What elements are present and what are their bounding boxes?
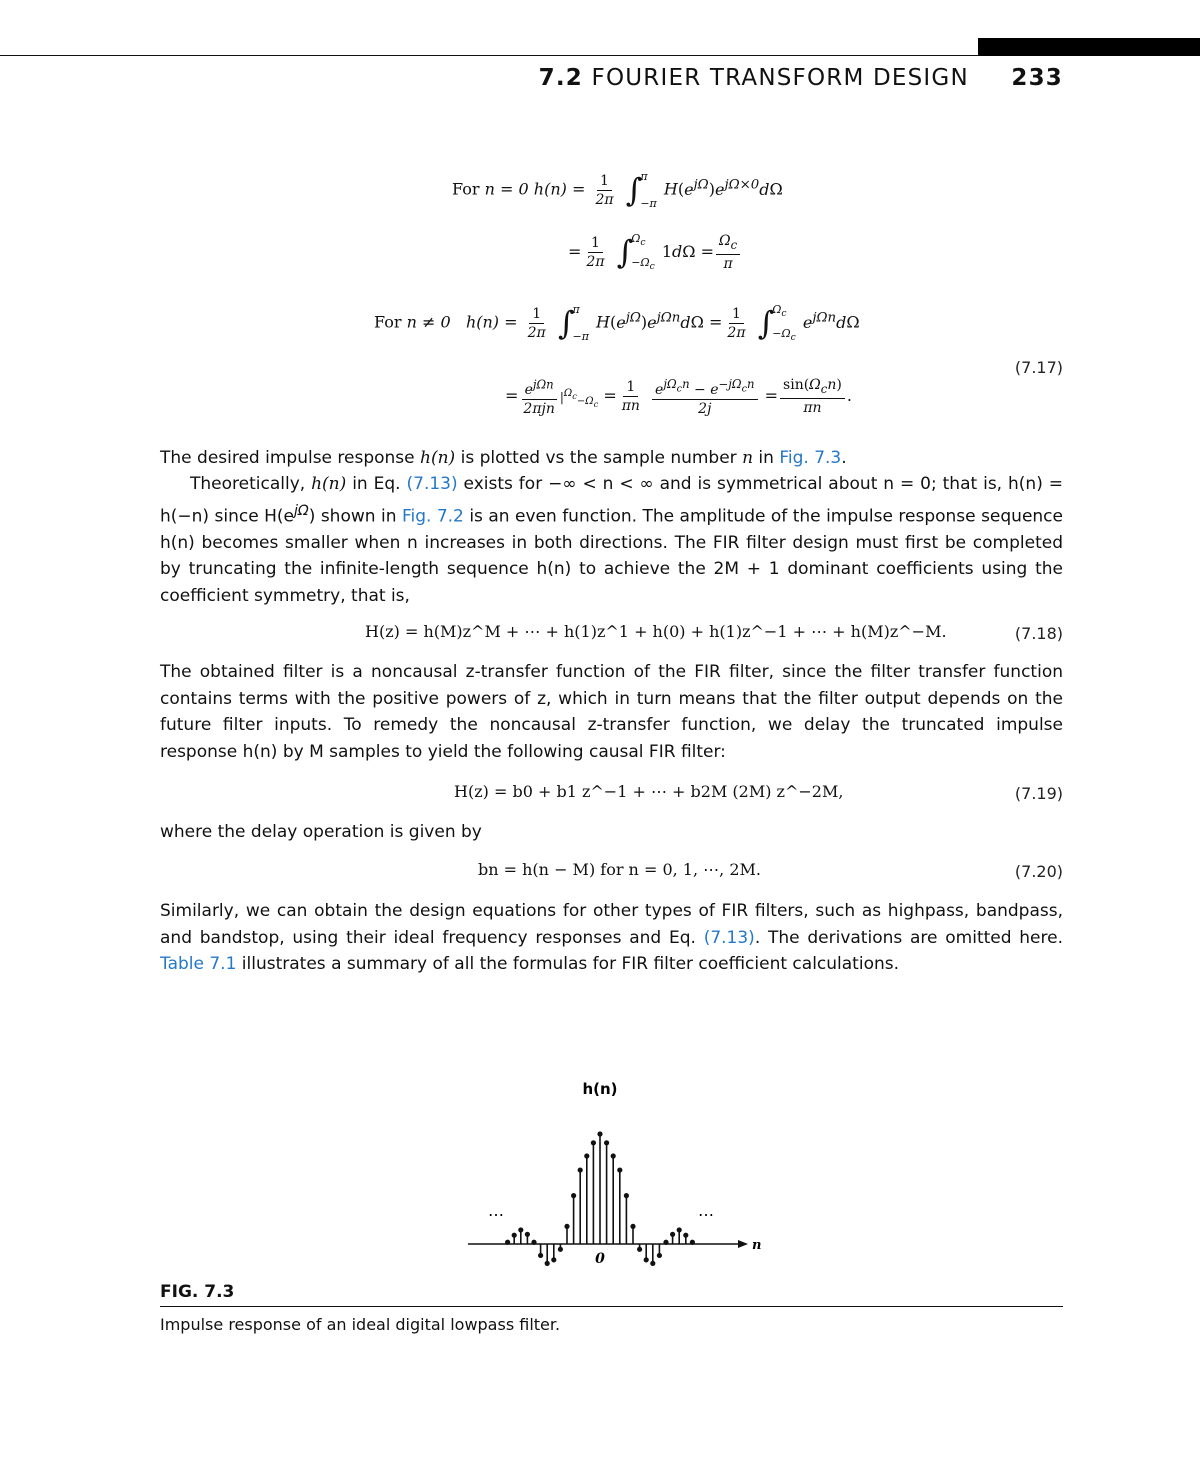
ellipsis-right: … xyxy=(698,1201,714,1220)
stem-marker xyxy=(604,1140,609,1145)
stem-marker xyxy=(578,1167,583,1172)
eq-717-line3: For n ≠ 0 h(n) = $\frac{1}{2\pi}$ ∫ π −π $H(e^{j\Omega})e^{j\Omega n}d\Omega$ = $\frac{1}{2\pi}$ ∫ $\Omega_c$ $-\Omega_c$ $e^{j\Omega n}d\Omega$ xyxy=(374,303,860,343)
eq-718: H(z) = h(M)z^M + ⋯ + h(1)z^1 + h(0) + h(1)z^−1 + ⋯ + h(M)z^−M. xyxy=(365,622,947,641)
stem-marker xyxy=(545,1261,550,1266)
stem-marker xyxy=(670,1232,675,1237)
fig-7-3-link[interactable]: Fig. 7.3 xyxy=(779,448,842,468)
stem-marker xyxy=(597,1131,602,1136)
eq-718-number: (7.18) xyxy=(1014,624,1063,643)
eq-717-number: (7.17) xyxy=(1014,358,1063,377)
stem-marker xyxy=(512,1233,517,1238)
eq-719-number: (7.19) xyxy=(1014,784,1063,803)
stem-marker xyxy=(624,1193,629,1198)
y-axis-label: h(n) xyxy=(582,1080,618,1098)
stem-marker xyxy=(617,1167,622,1172)
stem-marker xyxy=(657,1253,662,1258)
eq-717-line2: = $\frac{1}{2\pi}$ ∫ $\Omega_c$ $-\Omega_c$ 1dΩ = $\frac{\Omega_c}{\pi}$ xyxy=(568,232,742,273)
eq-7-13-link[interactable]: (7.13) xyxy=(406,474,458,494)
stem-marker xyxy=(551,1257,556,1262)
impulse-response-chart xyxy=(440,1070,770,1280)
paragraph-4: where the delay operation is given by xyxy=(160,822,482,842)
stem-marker xyxy=(518,1227,523,1232)
x-axis-label: n xyxy=(752,1238,762,1253)
stem-marker xyxy=(650,1261,655,1266)
section-title: FOURIER TRANSFORM DESIGN xyxy=(591,65,969,91)
stem-marker xyxy=(558,1247,563,1252)
fig-7-2-link[interactable]: Fig. 7.2 xyxy=(401,506,464,527)
table-7-1-link[interactable]: Table 7.1 xyxy=(160,954,237,974)
eq-719: H(z) = b0 + b1 z^−1 + ⋯ + b2M (2M) z^−2M, xyxy=(454,782,844,801)
figure-label: FIG. 7.3 xyxy=(160,1282,235,1302)
figure-rule xyxy=(160,1306,1063,1307)
stem-marker xyxy=(630,1224,635,1229)
page-number: 233 xyxy=(1011,65,1063,91)
figure-caption: Impulse response of an ideal digital lowpass filter. xyxy=(160,1315,561,1334)
paragraph-2: Theoretically, h(n) in Eq. (7.13) exists for −∞ < n < ∞ and is symmetrical about n = 0; that is, h(n) = h(−n) since $H(e^{j\Omega})$ shown in Fig. 7.2 is an even function. The amplitude of the impulse response sequence h(n) becomes smaller when n increases in both directions. The FIR filter design must first be completed by truncating the infinite-length sequence h(n) to achieve the 2M + 1 dominant coefficients using the coefficient symmetry, that is, xyxy=(160,474,1063,606)
running-head xyxy=(539,65,1063,91)
stem-marker xyxy=(584,1153,589,1158)
eq-717-line1: For n = 0 h(n) = $\frac{1}{2\pi}$ ∫ π −π $H(e^{j\Omega})e^{j\Omega\times 0}d\Omega$ xyxy=(452,170,783,210)
eq-7-13-link-2[interactable]: (7.13) xyxy=(703,927,755,948)
stem-marker xyxy=(611,1153,616,1158)
stem-marker xyxy=(644,1257,649,1262)
paragraph-1: The desired impulse response h(n) is plotted vs the sample number n in Fig. 7.3. xyxy=(160,448,847,468)
stem-marker xyxy=(637,1247,642,1252)
paragraph-5: Similarly, we can obtain the design equations for other types of FIR filters, such as highpass, bandpass, and bandstop, using their ideal frequency responses and Eq. (7.13). The derivations are omitted here. Table 7.1 illustrates a summary of all the formulas for FIR filter coefficient calculations. xyxy=(160,901,1063,974)
ellipsis-left: … xyxy=(488,1201,504,1220)
stem-marker xyxy=(683,1233,688,1238)
stem-marker xyxy=(677,1227,682,1232)
stem-marker xyxy=(564,1224,569,1229)
stem-marker xyxy=(538,1253,543,1258)
eq-720: bn = h(n − M) for n = 0, 1, ⋯, 2M. xyxy=(478,860,761,879)
eq-717-line4: = $\frac{e^{j\Omega n}}{\text{2πjn}}$ $|^{\Omega_c}_{-\Omega_c}$ = $\frac{1}{\pi n}$ $\frac{e^{j\Omega_cn} - e^{-j\Omega_cn}}{2j}$ = $\frac{\sin(\Omega_cn)}{\pi n}$ . xyxy=(505,376,852,417)
stem-marker xyxy=(591,1140,596,1145)
section-number: 7.2 xyxy=(538,65,584,91)
paragraph-3: The obtained filter is a noncausal z-transfer function of the FIR filter, since the filter transfer function contains terms with the positive powers of z, which in turn means that the filter output depends on the future filter inputs. To remedy the noncausal z-transfer function, we delay the truncated impulse response h(n) by M samples to yield the following causal FIR filter: xyxy=(160,662,1063,762)
x-axis-arrow xyxy=(738,1240,748,1248)
origin-label: 0 xyxy=(595,1251,605,1267)
stem-marker xyxy=(525,1232,530,1237)
eq-720-number: (7.20) xyxy=(1014,862,1063,881)
stem-marker xyxy=(571,1193,576,1198)
header-black-tab xyxy=(978,38,1200,56)
